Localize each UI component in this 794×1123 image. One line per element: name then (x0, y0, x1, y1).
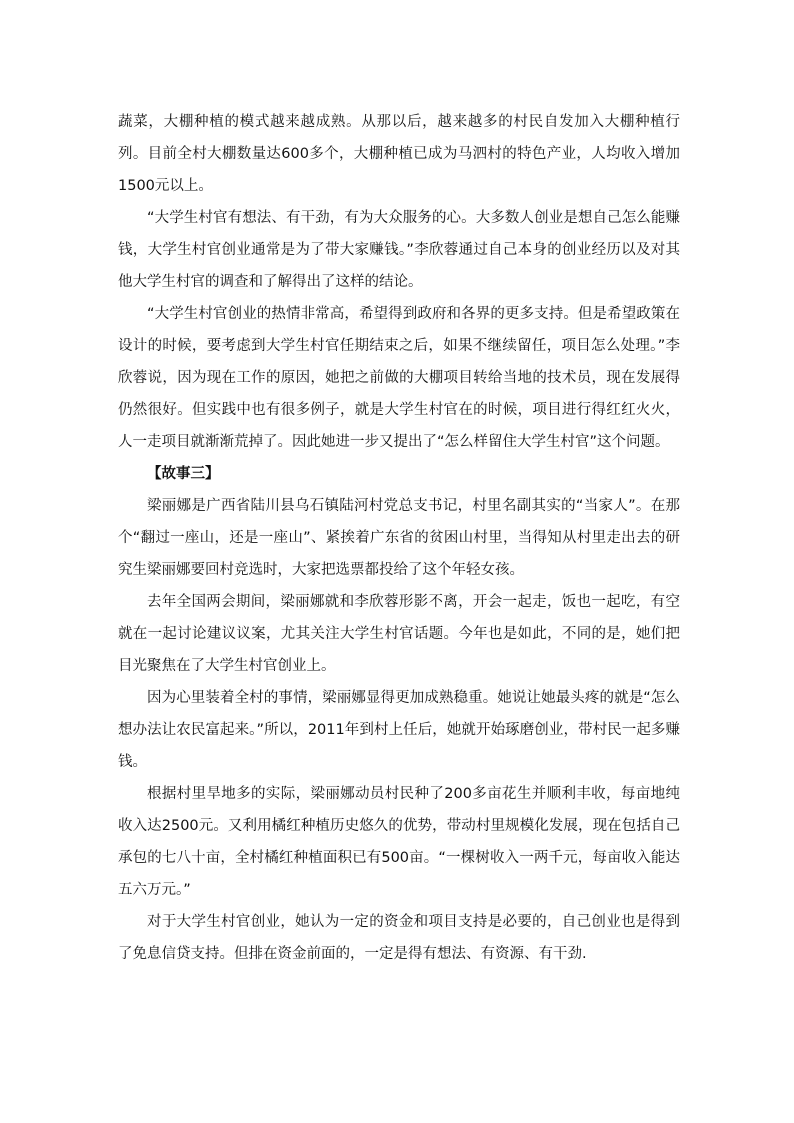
paragraph-startup-support: 对于大学生村官创业，她认为一定的资金和项目支持是必要的，自己创业也是得到了免息信贷支持。但排在资金前面的，一定是得有想法、有资源、有干劲. (118, 914, 680, 962)
paragraph-two-sessions: 去年全国两会期间，梁丽娜就和李欣蓉形影不离，开会一起走，饭也一起吃，有空就在一起讨论建议议案，尤其关注大学生村官话题。今年也是如此，不同的是，她们把目光聚焦在了大学生村官创业上。 (118, 594, 680, 674)
paragraph-continuation: 蔬菜，大棚种植的模式越来越成熟。从那以后，越来越多的村民自发加入大棚种植行列。目前全村大棚数量达600多个，大棚种植已成为马泗村的特色产业，人均收入增加1500元以上。 (118, 114, 680, 194)
paragraph-peanut-planting: 根据村里旱地多的实际，梁丽娜动员村民种了200多亩花生并顺利丰收，每亩地纯收入达2500元。又利用橘红种植历史悠久的优势，带动村里规模化发展，现在包括自己承包的七八十亩，全村橘红种植面积已有500亩。“一棵树收入一两千元，每亩收入能达五六万元。” (118, 786, 680, 898)
paragraph-get-rich: 因为心里装着全村的事情，梁丽娜显得更加成熟稳重。她说让她最头疼的就是“怎么想办法让农民富起来。”所以，2011年到村上任后，她就开始琢磨创业，带村民一起多赚钱。 (118, 690, 680, 770)
paragraph-village-official-view: “大学生村官有想法、有干劲，有为大众服务的心。大多数人创业是想自己怎么能赚钱，大学生村官创业通常是为了带大家赚钱。”李欣蓉通过自己本身的创业经历以及对其他大学生村官的调查和了解得出了这样的结论。 (118, 210, 680, 290)
paragraph-liang-lina-intro: 梁丽娜是广西省陆川县乌石镇陆河村党总支书记，村里名副其实的“当家人”。在那个“翻过一座山，还是一座山”、紧挨着广东省的贫困山村里，当得知从村里走出去的研究生梁丽娜要回村竞选时，大家把选票都投给了这个年轻女孩。 (118, 498, 680, 578)
section-heading-story-three: 【故事三】 (147, 466, 220, 482)
paragraph-policy-support: “大学生村官创业的热情非常高，希望得到政府和各界的更多支持。但是希望政策在设计的时候，要考虑到大学生村官任期结束之后，如果不继续留任，项目怎么处理。”李欣蓉说，因为现在工作的原因，她把之前做的大棚项目转给当地的技术员，现在发展得仍然很好。但实践中也有很多例子，就是大学生村官在的时候，项目进行得红红火火，人一走项目就渐渐荒掉了。因此她进一步又提出了“怎么样留住大学生村官”这个问题。 (118, 306, 680, 450)
article-body (118, 106, 680, 970)
